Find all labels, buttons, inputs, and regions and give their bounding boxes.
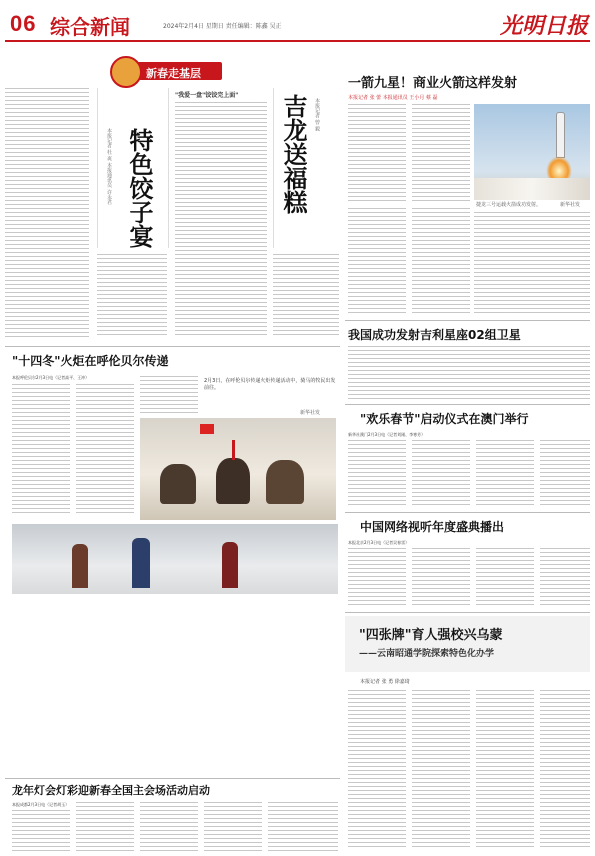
divider [345,512,590,513]
rocket-body-col5 [474,212,590,316]
article-body-col1 [5,88,89,338]
person-figure [72,544,88,588]
macau-body-col2 [412,440,470,508]
brand-body-col4 [540,690,590,850]
lantern-headline: 龙年灯会灯彩迎新春全国主会场活动启动 [12,784,210,797]
gala-byline: 本报北京2月3日电（记者吴春雷） [348,540,410,545]
divider [5,778,340,779]
article-body-col2 [97,254,167,338]
gala-body-col2 [412,548,470,608]
person-figure [222,542,238,588]
rocket-body-col4 [412,208,470,316]
rocket-launch-photo [474,104,590,200]
rocket-body-icon [556,112,565,158]
macau-byline: 新华社澳门2月3日电（记者刘刚、李寒芳） [348,432,426,437]
article-body-col4 [273,254,339,338]
lantern-body-col1 [12,810,70,852]
horse-rider-icon [216,458,250,504]
feature-title-b: 吉龙送福糕 [279,94,308,214]
lantern-body-col5 [268,802,338,852]
brand-story-byline: 本报记者 张 勇 徐嘉琦 [360,679,410,685]
gala-body-col3 [476,548,534,608]
lantern-body-col3 [140,802,198,852]
torch-icon [232,440,235,460]
satellite-body [348,346,590,402]
brand-body-col3 [476,690,534,850]
feature-byline-b: 本报记者 曾 毅 [314,98,320,132]
rocket-body-col1 [348,104,406,204]
lantern-byline: 本报成都2月3日电（记者胡玉） [12,802,70,807]
horse-rider-icon [266,460,304,504]
flag-icon [200,424,214,434]
article-body-col3 [175,102,267,338]
torch-body-col2 [76,384,134,514]
feature-title-a: 特色饺子宴 [125,128,154,248]
brand-body-col1 [348,690,406,850]
torch-byline: 本报呼伦贝尔2月3日电（记者高平、王冲） [12,375,90,380]
torch-caption: 2月3日，在呼伦贝尔传递火炬传递活动中，骑马的牧民出发前往。 [204,378,336,391]
macau-body-col4 [540,440,590,508]
macau-body-col3 [476,440,534,508]
column-label: 新春走基层 [146,67,201,80]
feature-byline-a: 本报记者 杜 爽 本报通讯员 许永君 [106,128,112,205]
lantern-body-col4 [204,802,262,852]
page-header [0,0,595,44]
section-title: 综合新闻 [50,15,130,39]
torch-body-col3 [140,376,198,416]
gala-headline: 中国网络视听年度盛典播出 [360,520,505,534]
horse-rider-icon [160,464,196,504]
page-number: 06 [10,11,37,36]
brand-story-subtitle: ——云南昭通学院探索特色化办学 [359,649,495,659]
torch-headline: "十四冬"火炬在呼伦贝尔传递 [12,354,169,368]
rocket-body-col2 [412,104,470,204]
divider [5,346,340,347]
snow-children-photo [12,524,338,594]
rocket-body-col3 [348,208,406,316]
rocket-byline: 本报记者 张 蕾 本报通讯员 王小月 蔡 磊 [348,95,438,101]
brand-body-col2 [412,690,470,850]
macau-body-col1 [348,440,406,508]
title-box-a [97,88,169,248]
divider [345,320,590,321]
rocket-credit: 新华社发 [560,202,581,208]
gala-body-col4 [540,548,590,608]
gala-body-col1 [348,548,406,608]
macau-headline: "欢乐春节"启动仪式在澳门举行 [360,412,529,426]
launch-smoke [474,178,590,200]
title-box-b [273,88,340,248]
rocket-caption: 捷龙三号运载火箭成功发射。 [476,202,542,208]
divider [345,404,590,405]
torch-photo [140,418,336,520]
torch-body-col1 [12,384,70,514]
brand-story-header [345,616,590,672]
issue-meta: 2024年2月4日 星期日 责任编辑：陈鑫 吴正 [163,23,282,30]
column-banner [130,62,222,80]
header-rule [5,40,590,42]
rocket-headline: 一箭九星！商业火箭这样发射 [348,76,518,91]
newspaper-logo: 光明日报 [500,13,589,39]
torch-credit: 新华社发 [300,410,321,416]
brand-story-headline: "四张牌"育人强校兴乌蒙 [359,628,503,643]
satellite-headline: 我国成功发射吉利星座02组卫星 [348,328,521,342]
person-figure [132,538,150,588]
divider [345,612,590,613]
center-quote: "我爱一盘"饺饺完上面" [175,92,239,99]
lantern-body-col2 [76,802,134,852]
left-feature [5,82,340,342]
